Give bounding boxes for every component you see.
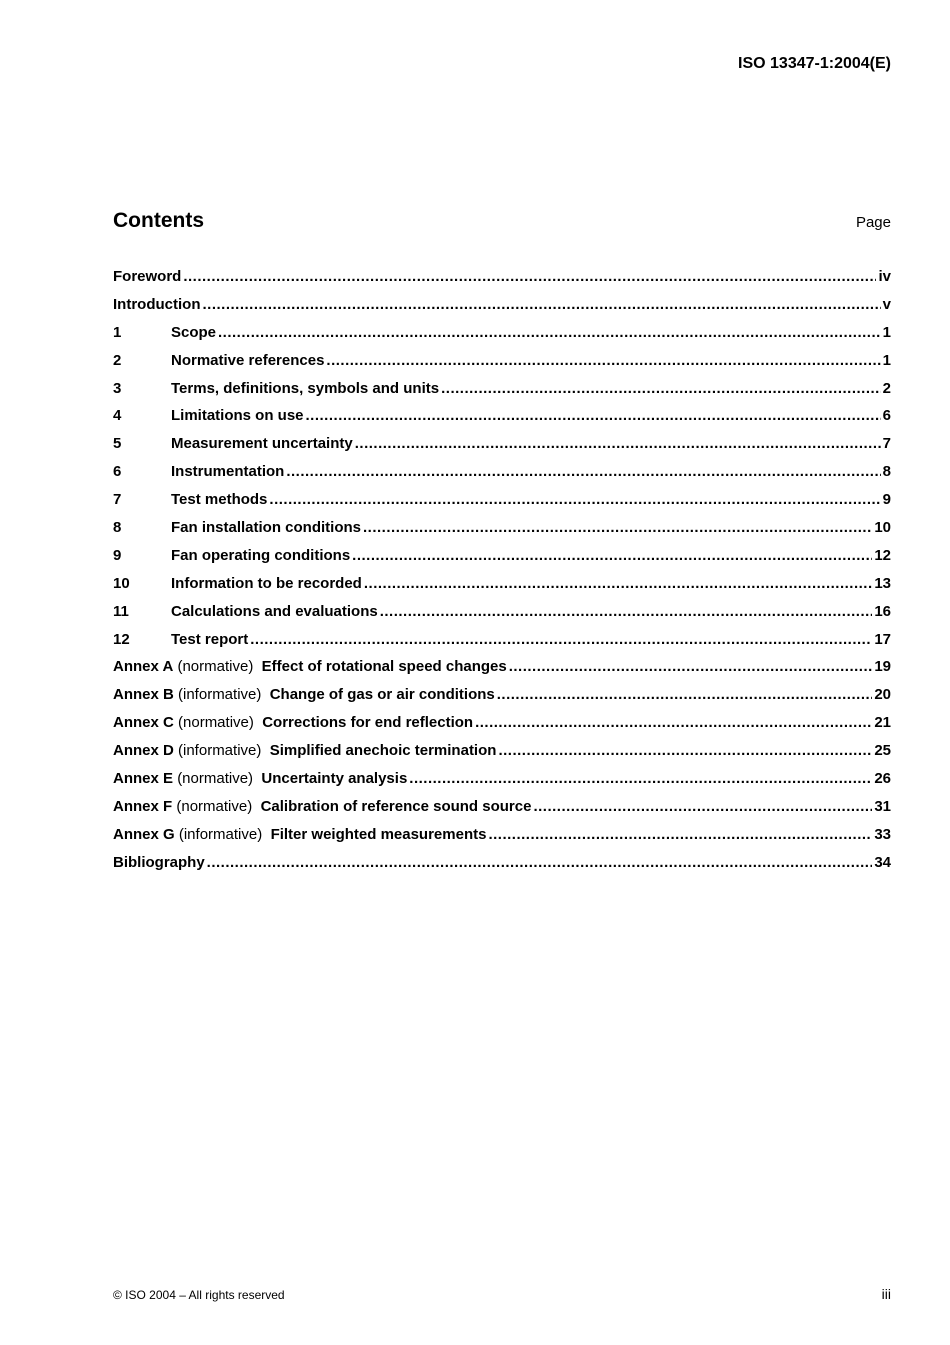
annex-label: Annex E [113,770,174,788]
toc-entry-clause-2[interactable] [113,352,891,380]
toc-entry-number: 4 [113,407,122,425]
toc-entry-clause-11[interactable] [113,603,891,631]
dot-leader [202,296,880,313]
toc-entry-title: Calculations and evaluations [171,602,378,620]
toc-entry-number: 10 [113,574,130,592]
dot-leader [326,352,880,369]
annex-type: (normative) [177,658,254,676]
toc-entry-page: 21 [874,714,891,732]
toc-entry-page: 20 [874,686,891,704]
contents-title: Contents [113,209,204,232]
toc-entry-annex-c[interactable] [113,714,891,742]
toc-entry-page: v [882,295,891,313]
toc-entry-page: 12 [874,546,891,564]
toc-entry-title: Test methods [171,491,268,509]
dot-leader [497,686,873,703]
toc-entry-clause-12[interactable] [113,631,891,659]
toc-entry-annex-a[interactable] [113,658,891,686]
toc-entry-number: 6 [113,463,122,481]
toc-entry-title: Information to be recorded [171,574,362,592]
dot-leader [509,658,873,675]
toc-entry-annex-f[interactable] [113,798,891,826]
toc-entry-number: 2 [113,351,122,369]
page-column-label: Page [855,214,891,231]
dot-leader [269,491,880,508]
dot-leader [286,463,880,480]
contents-header [113,209,891,233]
annex-label: Annex F [113,797,173,815]
toc-entry-clause-10[interactable] [113,575,891,603]
toc-entry-title: Limitations on use [171,407,304,425]
dot-leader [409,770,872,787]
toc-entry-page: 8 [882,463,891,481]
annex-type: (informative) [178,742,262,760]
toc-entry-number: 1 [113,323,122,341]
toc-entry-page: 1 [882,351,891,369]
toc-entry-number: 7 [113,491,122,509]
toc-entry-number: 5 [113,435,122,453]
toc-entry-bibliography[interactable] [113,854,891,882]
toc-entry-clause-3[interactable] [113,380,891,408]
document-id: ISO 13347-1:2004(E) [738,55,891,72]
toc-entry-introduction[interactable] [113,296,891,324]
toc-entry-page: 1 [882,323,891,341]
toc-entry-title: Test report [171,630,249,648]
annex-title: Filter weighted measurements [270,825,487,843]
dot-leader [355,435,881,452]
toc-entry-page: 31 [874,797,891,815]
dot-leader [475,714,872,731]
toc-entry-page: 19 [874,658,891,676]
toc-entry-clause-6[interactable] [113,463,891,491]
dot-leader [250,631,872,648]
toc-entry-page: 25 [874,742,891,760]
dot-leader [207,854,873,871]
copyright-notice: © ISO 2004 – All rights reserved [113,1288,285,1302]
dot-leader [380,603,873,620]
dot-leader [441,380,881,397]
toc-entry-number: 12 [113,630,130,648]
dot-leader [498,742,872,759]
dot-leader [306,407,881,424]
annex-title: Change of gas or air conditions [269,686,495,704]
annex-type: (normative) [177,770,254,788]
toc-entry-page: 9 [882,491,891,509]
annex-title: Simplified anechoic termination [269,742,497,760]
toc-entry-clause-4[interactable] [113,407,891,435]
annex-type: (informative) [178,825,263,843]
annex-label: Annex C [113,714,174,732]
toc-entry-title: Fan operating conditions [171,546,351,564]
annex-type: (normative) [176,797,253,815]
dot-leader [364,575,872,592]
annex-title: Corrections for end reflection [262,714,474,732]
annex-type: (normative) [178,714,254,732]
toc-entry-clause-1[interactable] [113,324,891,352]
toc-entry-annex-e[interactable] [113,770,891,798]
toc-entry-annex-d[interactable] [113,742,891,770]
toc-entry-clause-7[interactable] [113,491,891,519]
toc-entry-title: Fan installation conditions [171,519,362,537]
annex-label: Annex B [113,686,174,704]
toc-entry-title: Foreword [113,268,182,285]
annex-type: (informative) [178,686,262,704]
dot-leader [218,324,881,341]
toc-entry-annex-b[interactable] [113,686,891,714]
toc-entry-title: Introduction [113,295,201,313]
toc-entry-page: 6 [882,407,891,425]
annex-label: Annex A [113,658,174,676]
dot-leader [533,798,872,815]
annex-label: Annex G [113,825,175,843]
toc-entry-page: 2 [882,379,891,397]
toc-entry-title: Terms, definitions, symbols and units [171,379,440,397]
toc-entry-title: Bibliography [113,853,205,871]
annex-title: Effect of rotational speed changes [261,658,507,676]
toc-entry-clause-8[interactable] [113,519,891,547]
toc-entry-page: 26 [874,770,891,788]
dot-leader [183,268,876,285]
toc-entry-number: 3 [113,379,122,397]
toc-entry-foreword[interactable] [113,268,891,296]
toc-entry-page: 17 [874,630,891,648]
toc-entry-title: Normative references [171,351,325,369]
dot-leader [488,826,872,843]
annex-title: Calibration of reference sound source [260,797,532,815]
page-number: iii [881,1286,891,1302]
toc-entry-annex-g[interactable] [113,826,891,854]
toc-entry-title: Scope [171,323,217,341]
table-of-contents [113,268,891,882]
toc-entry-number: 9 [113,546,122,564]
toc-entry-page: 7 [882,435,891,453]
toc-entry-title: Measurement uncertainty [171,435,353,453]
dot-leader [352,547,872,564]
toc-entry-page: 10 [874,519,891,537]
toc-entry-page: 34 [874,853,891,871]
toc-entry-page: iv [878,268,891,285]
toc-entry-number: 8 [113,519,122,537]
toc-entry-page: 16 [874,602,891,620]
toc-entry-clause-9[interactable] [113,547,891,575]
toc-entry-title: Instrumentation [171,463,285,481]
dot-leader [363,519,872,536]
toc-entry-page: 33 [874,825,891,843]
toc-entry-clause-5[interactable] [113,435,891,463]
toc-entry-number: 11 [113,602,129,620]
annex-title: Uncertainty analysis [261,770,408,788]
annex-label: Annex D [113,742,174,760]
toc-entry-page: 13 [874,574,891,592]
